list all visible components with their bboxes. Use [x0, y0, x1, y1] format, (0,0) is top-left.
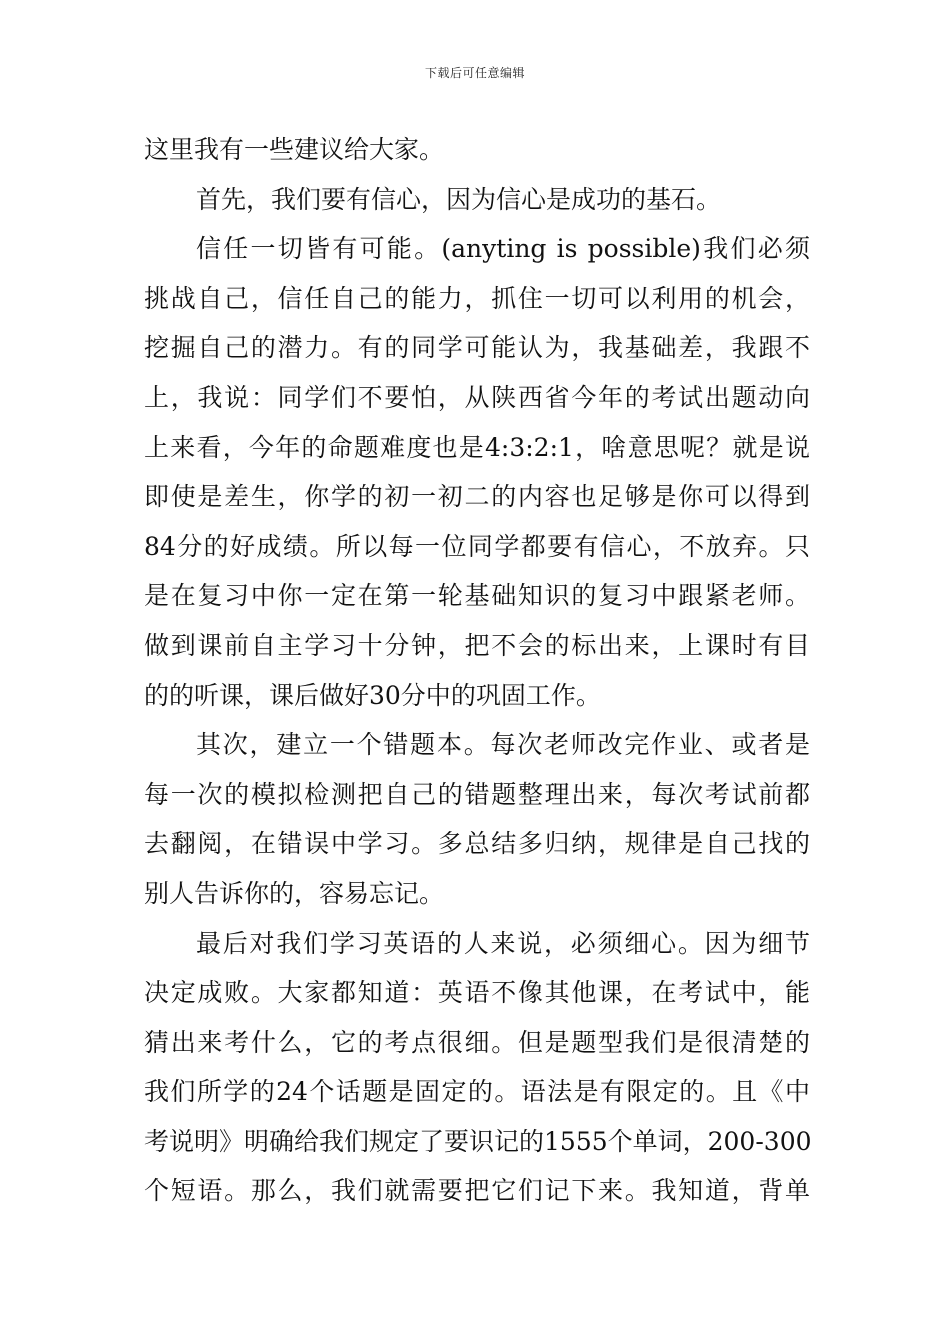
text-line: 上来看，今年的命题难度也是4:3:2:1，啥意思呢？就是说: [144, 432, 810, 462]
text-line: 我们所学的24个话题是固定的。语法是有限定的。且《中: [144, 1077, 810, 1107]
text-line: 是在复习中你一定在第一轮基础知识的复习中跟紧老师。: [144, 581, 810, 611]
text-line: 每一次的模拟检测把自己的错题整理出来，每次考试前都: [144, 779, 810, 809]
text-line: 上，我说：同学们不要怕，从陕西省今年的考试出题动向: [144, 382, 810, 412]
text-line: 即使是差生，你学的初一初二的内容也足够是你可以得到: [144, 482, 810, 512]
text-line: 去翻阅，在错误中学习。多总结多归纳，规律是自己找的: [144, 829, 810, 859]
paragraph-first-line: 信任一切皆有可能。(anyting is possible)我们必须: [196, 234, 810, 264]
text-line: 做到课前自主学习十分钟，把不会的标出来，上课时有目: [144, 630, 810, 660]
text-line: 这里我有一些建议给大家。: [144, 135, 445, 164]
text-line: 猜出来考什么，它的考点很细。但是题型我们是很清楚的: [144, 1027, 810, 1057]
text-line: 别人告诉你的，容易忘记。: [144, 878, 445, 908]
text-line: 挖掘自己的潜力。有的同学可能认为，我基础差，我跟不: [144, 333, 810, 363]
paragraph-first-line: 首先，我们要有信心，因为信心是成功的基石。: [196, 184, 722, 214]
page-header: 下载后可任意编辑: [424, 66, 525, 80]
document-body: [144, 125, 810, 1216]
text-line: 决定成败。大家都知道：英语不像其他课，在考试中，能: [144, 978, 810, 1008]
text-line: 的的听课，课后做好30分中的巩固工作。: [144, 680, 601, 710]
text-line: 个短语。那么，我们就需要把它们记下来。我知道，背单: [144, 1176, 810, 1206]
paragraph-first-line: 最后对我们学习英语的人来说，必须细心。因为细节: [196, 928, 810, 958]
text-line: 挑战自己，信任自己的能力，抓住一切可以利用的机会，: [144, 283, 810, 313]
text-line: 84分的好成绩。所以每一位同学都要有信心，不放弃。只: [144, 531, 810, 561]
text-line: 考说明》明确给我们规定了要识记的1555个单词，200-300: [144, 1126, 812, 1156]
paragraph-first-line: 其次，建立一个错题本。每次老师改完作业、或者是: [196, 730, 810, 760]
